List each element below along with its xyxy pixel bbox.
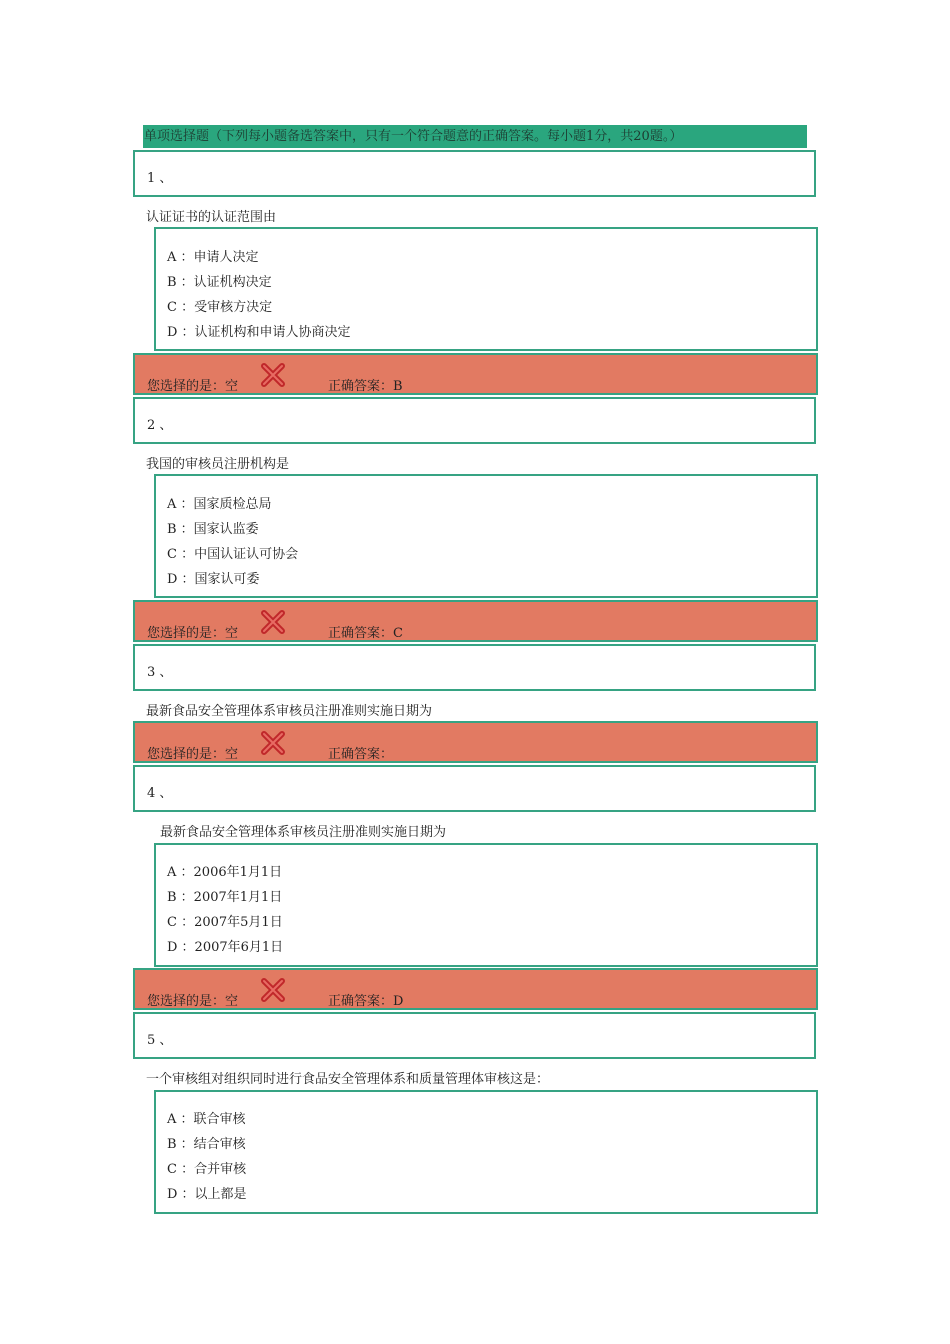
option-c[interactable]: C ：合并审核	[167, 1162, 247, 1177]
question-number-box	[133, 765, 816, 812]
question-number: 1 、	[147, 171, 173, 186]
option-a[interactable]: A ：联合审核	[167, 1112, 246, 1127]
option-c[interactable]: C ：中国认证认可协会	[167, 547, 299, 562]
options-box	[154, 843, 818, 967]
question-text: 最新食品安全管理体系审核员注册准则实施日期为	[146, 704, 433, 719]
result-bar	[133, 600, 818, 642]
red-x-icon	[260, 610, 286, 634]
option-b[interactable]: B ：认证机构决定	[167, 275, 272, 290]
option-a[interactable]: A ：申请人决定	[167, 250, 259, 265]
option-c[interactable]: C ：2007年5月1日	[167, 915, 283, 930]
option-b[interactable]: B ：结合审核	[167, 1137, 246, 1152]
red-x-icon	[260, 731, 286, 755]
question-text: 最新食品安全管理体系审核员注册准则实施日期为	[160, 825, 447, 840]
question-text: 一个审核组对组织同时进行食品安全管理体系和质量管理体审核这是：	[146, 1072, 550, 1087]
options-box	[154, 474, 818, 598]
options-box	[154, 1090, 818, 1214]
question-number: 4 、	[147, 786, 173, 801]
option-a[interactable]: A ：国家质检总局	[167, 497, 272, 512]
options-box	[154, 227, 818, 351]
question-text: 我国的审核员注册机构是	[146, 457, 290, 472]
option-d[interactable]: D ：国家认可委	[167, 572, 260, 587]
option-d[interactable]: D ：2007年6月1日	[167, 940, 284, 955]
question-number: 3 、	[147, 665, 173, 680]
correct-answer: 正确答案：B	[328, 379, 403, 394]
question-number-box	[133, 644, 816, 691]
result-bar	[133, 721, 818, 763]
your-choice: 您选择的是：空	[147, 747, 239, 762]
result-bar	[133, 353, 818, 395]
question-number-box	[133, 150, 816, 197]
question-number: 2 、	[147, 418, 173, 433]
your-choice: 您选择的是：空	[147, 994, 239, 1009]
question-number-box	[133, 1012, 816, 1059]
correct-answer: 正确答案：	[328, 747, 394, 762]
option-b[interactable]: B ：国家认监委	[167, 522, 259, 537]
your-choice: 您选择的是：空	[147, 379, 239, 394]
question-text: 认证证书的认证范围由	[146, 210, 277, 225]
question-number: 5 、	[147, 1033, 173, 1048]
result-bar	[133, 968, 818, 1010]
section-header: 单项选择题（下列每小题备选答案中，只有一个符合题意的正确答案。每小题1分，共20题。）	[143, 125, 807, 148]
option-b[interactable]: B ：2007年1月1日	[167, 890, 283, 905]
red-x-icon	[260, 363, 286, 387]
option-d[interactable]: D ：认证机构和申请人协商决定	[167, 325, 351, 340]
option-a[interactable]: A ：2006年1月1日	[167, 865, 283, 880]
your-choice: 您选择的是：空	[147, 626, 239, 641]
red-x-icon	[260, 978, 286, 1002]
option-d[interactable]: D ：以上都是	[167, 1187, 247, 1202]
correct-answer: 正确答案：C	[328, 626, 403, 641]
correct-answer: 正确答案：D	[328, 994, 404, 1009]
option-c[interactable]: C ：受审核方决定	[167, 300, 273, 315]
question-number-box	[133, 397, 816, 444]
